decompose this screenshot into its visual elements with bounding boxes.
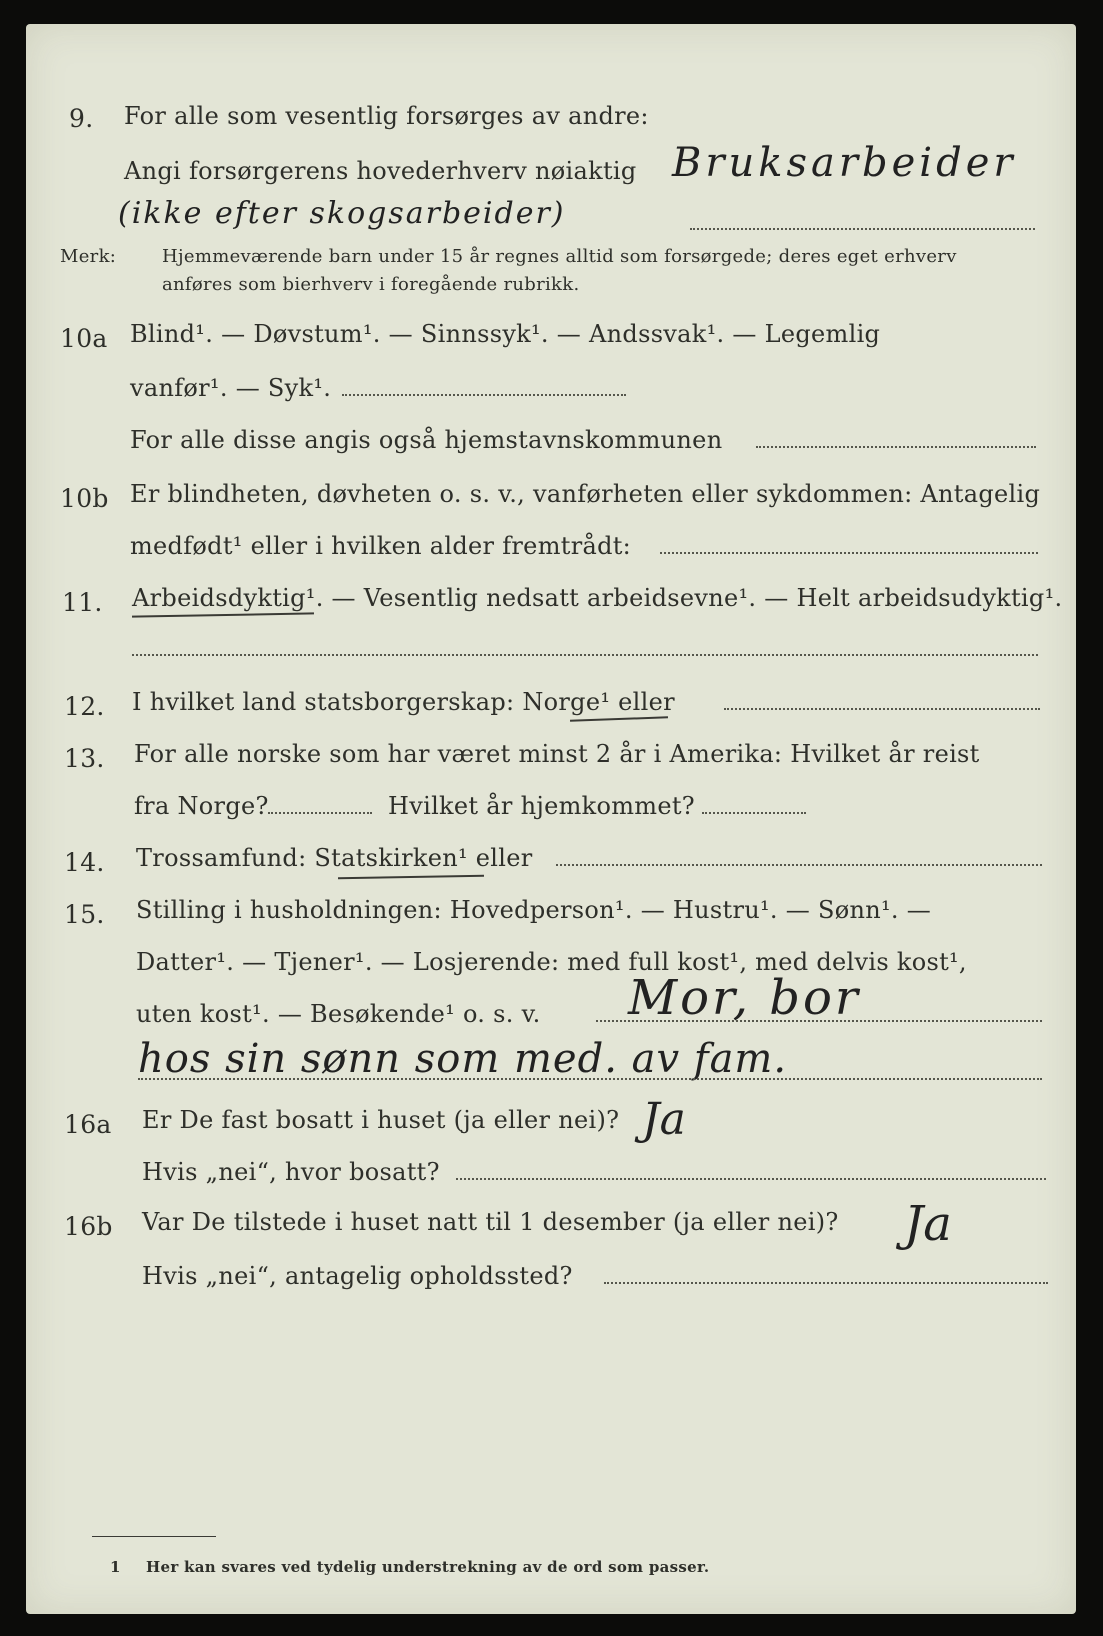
q15-number: 15. (64, 900, 105, 929)
q16b-dotted-line (604, 1282, 1048, 1284)
q10b-text-line2: medfødt¹ eller i hvilken alder fremtrådt: (130, 532, 632, 560)
q13-dotted-line-b (702, 812, 806, 814)
q13-text-line2b: Hvilket år hjemkommet? (388, 792, 695, 820)
q12-text-line1: I hvilket land statsborgerskap: Norge¹ eller (132, 688, 675, 716)
q16b-text-line2: Hvis „nei“, antagelig opholdssted? (142, 1262, 573, 1290)
footnote-rule (92, 1536, 216, 1537)
q11-number: 11. (62, 588, 103, 617)
q12-dotted-line (724, 708, 1040, 710)
q11-dotted-line (132, 654, 1038, 656)
footnote-text: Her kan svares ved tydelig understrekning av de ord som passer. (146, 1558, 710, 1576)
q16a-handwritten-answer: Ja (642, 1094, 686, 1145)
q10b-number: 10b (60, 484, 109, 513)
q9-text-line2: Angi forsørgerens hovederhverv nøiaktig (124, 157, 637, 185)
q15-handwritten-answer2: hos sin sønn som med. av fam. (138, 1036, 788, 1082)
q11-text-line1: Arbeidsdyktig¹. — Vesentlig nedsatt arbeidsevne¹. — Helt arbeidsudyktig¹. (132, 584, 1063, 612)
q16a-text-line1: Er De fast bosatt i huset (ja eller nei)? (142, 1106, 620, 1134)
q10a-dotted-line2 (756, 446, 1036, 448)
q14-number: 14. (64, 848, 105, 877)
q9-answer-dotted-line (690, 228, 1035, 230)
q10a-dotted-line1 (342, 394, 626, 396)
q14-dotted-line (556, 864, 1042, 866)
q16b-number: 16b (64, 1212, 113, 1241)
q13-text-line1: For alle norske som har været minst 2 år i Amerika: Hvilket år reist (134, 740, 980, 768)
q13-text-line2a: fra Norge? (134, 792, 269, 820)
q10a-text-line3: For alle disse angis også hjemstavnskommunen (130, 426, 723, 454)
q10a-number: 10a (60, 324, 108, 353)
q10a-text-line2: vanfør¹. — Syk¹. (130, 374, 332, 402)
q9-handwritten-answer1: Bruksarbeider (672, 140, 1017, 186)
q10b-dotted-line (660, 552, 1038, 554)
q15-dotted-line2 (138, 1078, 1042, 1080)
q16b-handwritten-answer: Ja (904, 1196, 952, 1252)
q9-number: 9. (69, 104, 94, 133)
q13-dotted-line-a (268, 812, 372, 814)
q13-number: 13. (64, 744, 105, 773)
q9-text-line1: For alle som vesentlig forsørges av andre: (124, 102, 649, 130)
q16b-text-line1: Var De tilstede i huset natt til 1 desember (ja eller nei)? (142, 1208, 839, 1236)
q15-text-line1: Stilling i husholdningen: Hovedperson¹. — Hustru¹. — Sønn¹. — (136, 896, 932, 924)
q16a-text-line2: Hvis „nei“, hvor bosatt? (142, 1158, 440, 1186)
q9-note-label: Merk: (60, 246, 117, 267)
footnote-mark: 1 (110, 1558, 121, 1576)
q9-note-line2: anføres som bierhverv i foregående rubrikk. (162, 274, 580, 295)
q12-number: 12. (64, 692, 105, 721)
q10b-text-line1: Er blindheten, døvheten o. s. v., vanførheten eller sykdommen: Antagelig (130, 480, 1041, 508)
q15-text-line3: uten kost¹. — Besøkende¹ o. s. v. (136, 1000, 541, 1028)
q9-note-line1: Hjemmeværende barn under 15 år regnes alltid som forsørgede; deres eget erhverv (162, 246, 957, 267)
q16a-number: 16a (64, 1110, 112, 1139)
q14-text-line1: Trossamfund: Statskirken¹ eller (136, 844, 533, 872)
q9-handwritten-answer2: (ikke efter skogsarbeider) (118, 196, 566, 231)
q15-handwritten-answer1: Mor, bor (628, 970, 861, 1026)
q10a-text-line1: Blind¹. — Døvstum¹. — Sinnssyk¹. — Andssvak¹. — Legemlig (130, 320, 881, 348)
q15-text-line2: Datter¹. — Tjener¹. — Losjerende: med full kost¹, med delvis kost¹, (136, 948, 967, 976)
q16a-dotted-line (456, 1178, 1046, 1180)
